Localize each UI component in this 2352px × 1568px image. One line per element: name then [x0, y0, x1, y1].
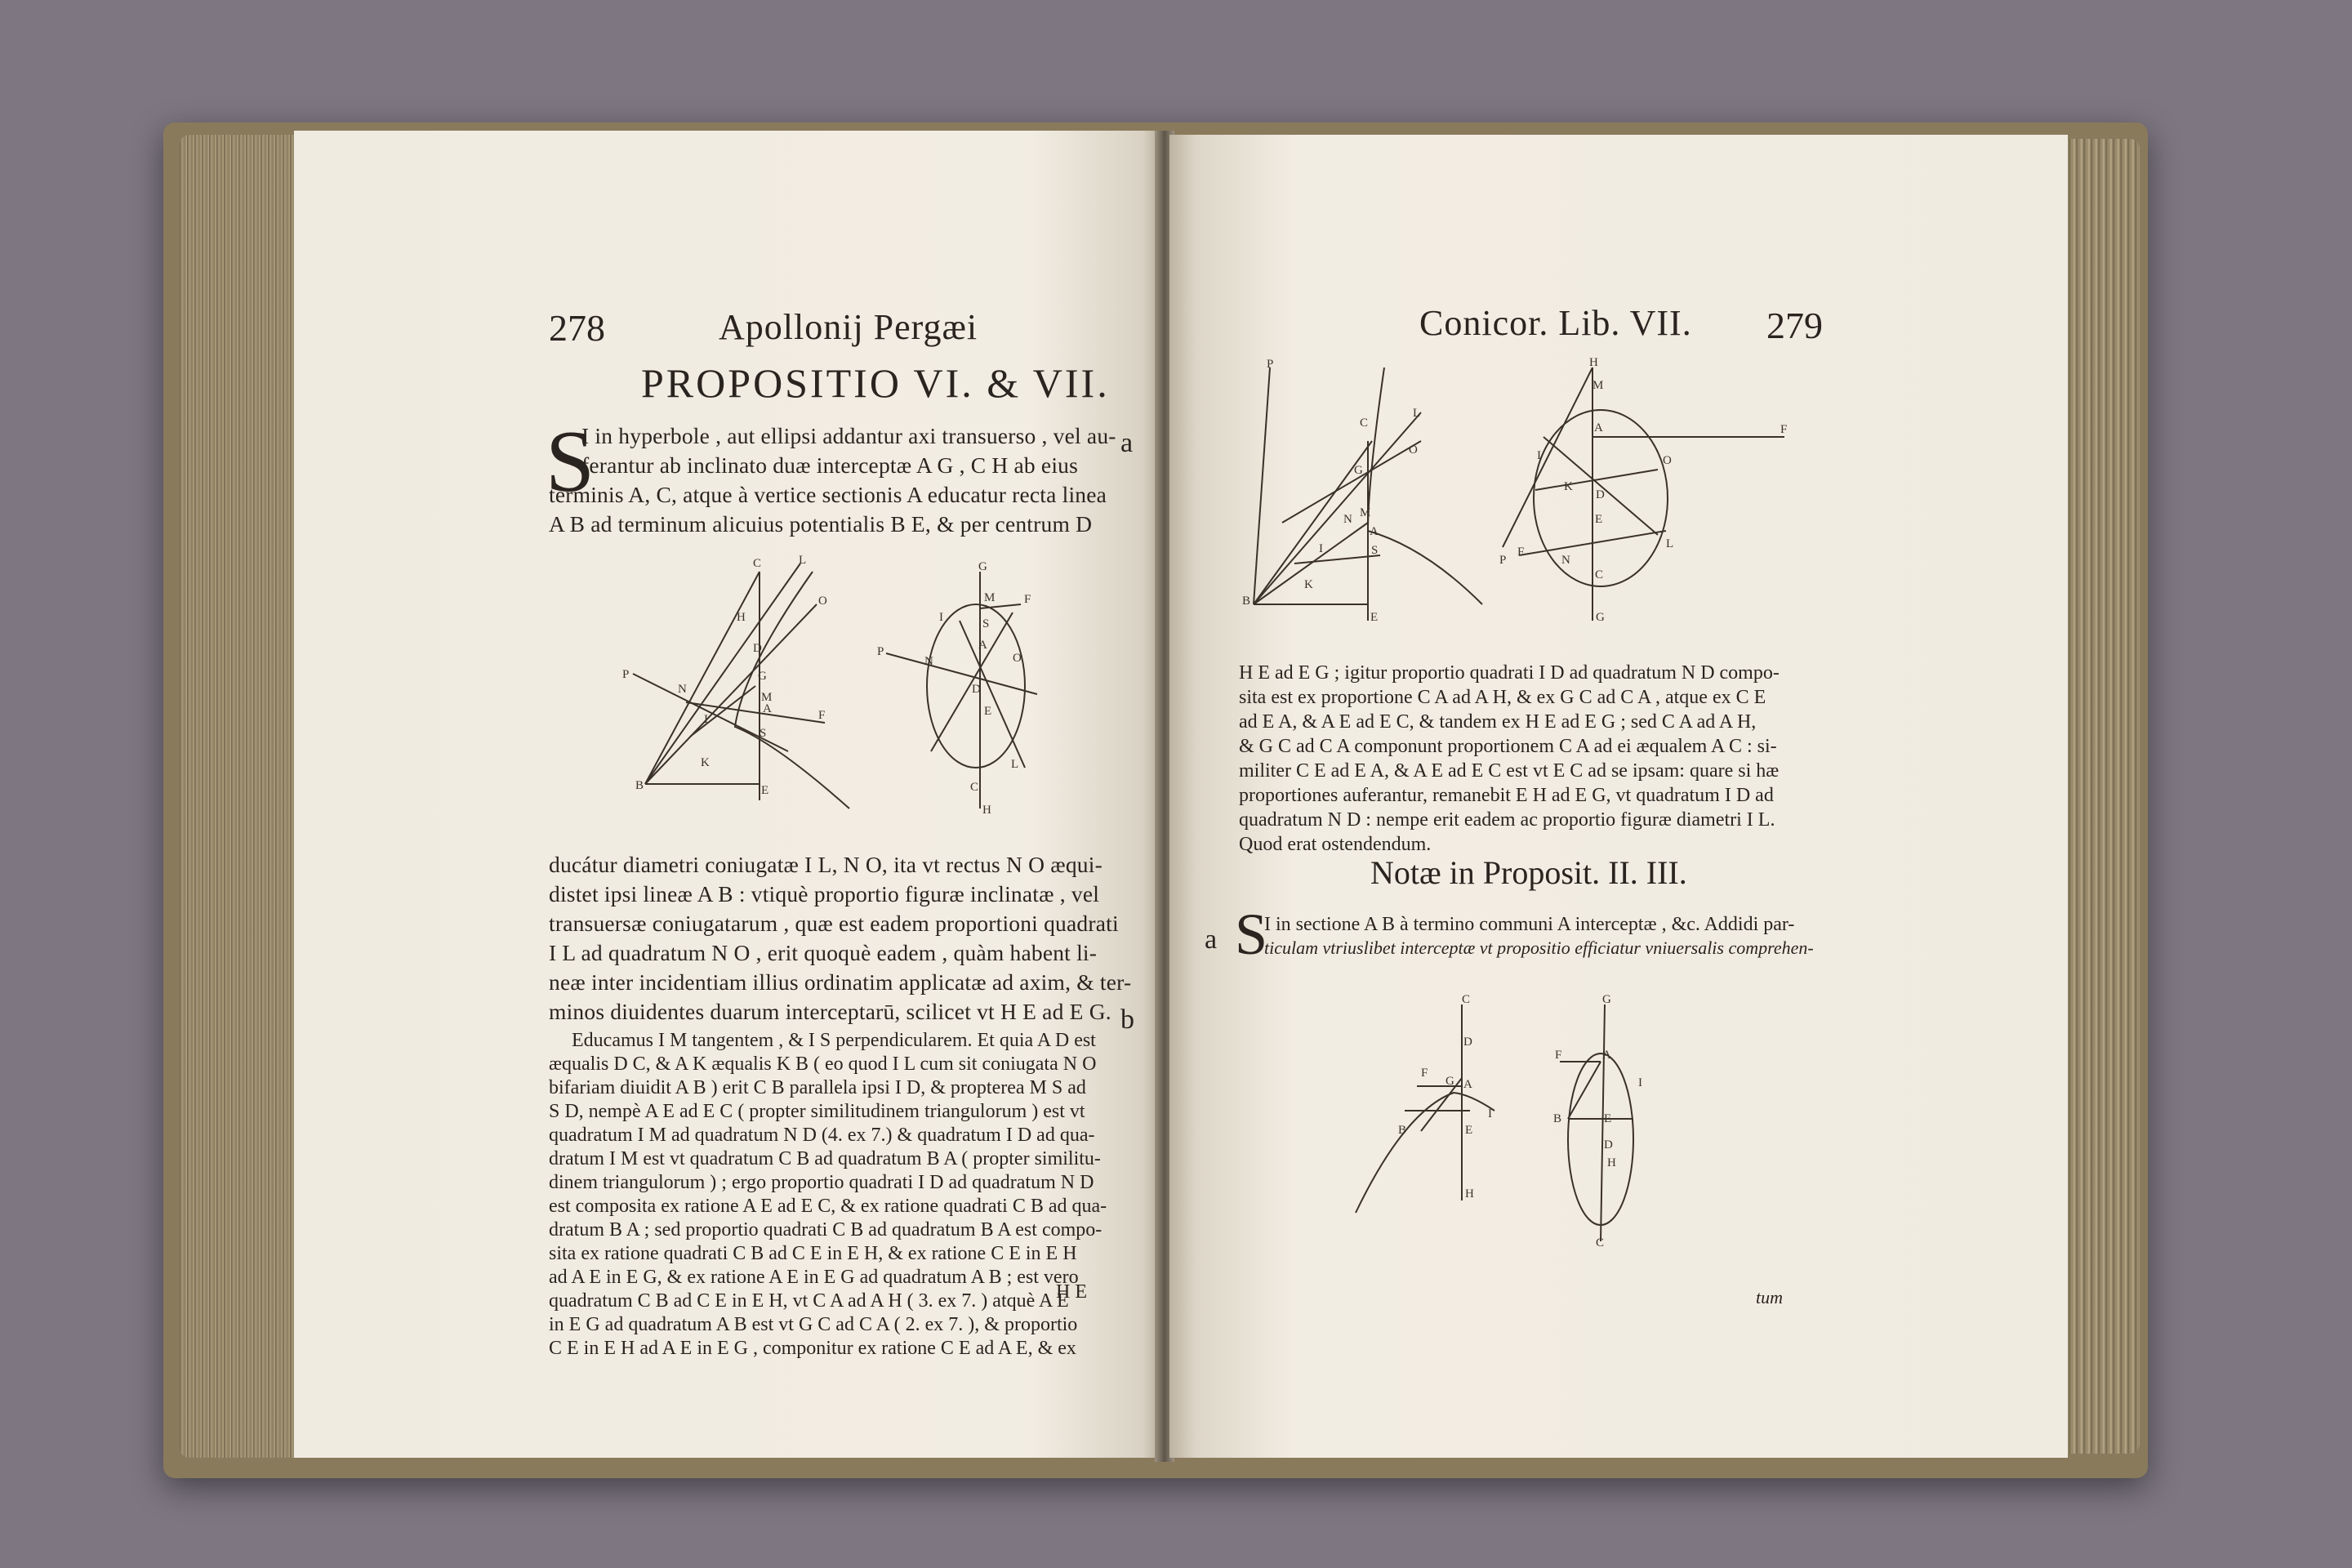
svg-text:P: P: [1499, 554, 1507, 567]
text-line: neæ inter incidentiam illius ordinatim applicatæ ad axim, & ter-: [549, 969, 1132, 995]
svg-text:P: P: [622, 668, 630, 681]
svg-text:E: E: [1370, 611, 1379, 624]
proposition-title: PROPOSITIO VI. & VII.: [641, 360, 1110, 406]
svg-text:M: M: [984, 591, 996, 604]
svg-text:B: B: [1242, 595, 1251, 608]
svg-text:O: O: [1013, 652, 1022, 665]
text-line: quadratum N D : nempe erit eadem ac proportio figuræ diametri I L.: [1239, 809, 1775, 831]
svg-text:I: I: [1638, 1076, 1642, 1089]
right-page-number: 279: [1766, 305, 1823, 346]
text-line: minos diuidentes duarum interceptarū, scilicet vt H E ad E G.: [549, 999, 1111, 1024]
svg-text:H: H: [737, 611, 746, 624]
svg-text:L: L: [1666, 537, 1674, 550]
svg-text:E: E: [984, 705, 992, 718]
svg-text:I: I: [939, 611, 943, 624]
svg-text:C: C: [970, 781, 979, 794]
commentary-line: bifariam diuidit A B ) erit C B parallela ipsi I D, & propterea M S ad: [549, 1077, 1086, 1098]
notae-line: I in sectione A B à termino communi A interceptæ , &c. Addidi par-: [1264, 914, 1795, 935]
figure-notae-hyperbola: [1339, 993, 1519, 1217]
svg-text:D: D: [1463, 1036, 1472, 1049]
svg-text:P: P: [1267, 358, 1274, 371]
svg-text:K: K: [1304, 578, 1313, 591]
svg-text:I: I: [1319, 542, 1323, 555]
text-line: ad E A, & A E ad E C, & tandem ex H E ad E G ; sed C A ad A H,: [1239, 711, 1757, 733]
commentary-line: dratum I M est vt quadratum C B ad quadratum B A ( propter similitu-: [549, 1148, 1101, 1169]
svg-text:C: C: [1595, 568, 1604, 581]
svg-text:F: F: [1555, 1049, 1562, 1062]
svg-text:C: C: [1360, 416, 1369, 430]
svg-text:D: D: [1604, 1138, 1613, 1152]
text-line: H E ad E G ; igitur proportio quadrati I D ad quadratum N D compo-: [1239, 662, 1780, 684]
svg-text:G: G: [1354, 464, 1363, 477]
notae-title: Notæ in Proposit. II. III.: [1370, 854, 1687, 891]
right-margin-note-a: a: [1205, 924, 1218, 955]
left-margin-note-a: a: [1120, 428, 1134, 458]
svg-text:F: F: [1517, 546, 1525, 559]
svg-text:O: O: [1409, 443, 1418, 457]
svg-text:L: L: [1413, 407, 1421, 420]
commentary-line: C E in E H ad A E in E G , componitur ex ratione C E ad A E, & ex: [549, 1338, 1076, 1359]
svg-text:G: G: [1602, 993, 1611, 1006]
svg-text:A: A: [1463, 1078, 1472, 1091]
svg-text:N: N: [1561, 554, 1570, 567]
left-running-head: Apollonij Pergæi: [719, 307, 978, 347]
svg-text:C: C: [1462, 993, 1471, 1006]
svg-text:I: I: [1537, 449, 1541, 462]
text-line: I L ad quadratum N O , erit quoquè eadem , quàm habent li-: [549, 940, 1098, 965]
svg-text:M: M: [761, 691, 773, 704]
svg-text:M: M: [1360, 506, 1371, 519]
svg-text:D: D: [972, 683, 981, 696]
svg-text:O: O: [818, 595, 827, 608]
svg-text:H: H: [1465, 1187, 1474, 1200]
svg-text:E: E: [1595, 513, 1603, 526]
text-line: proportiones auferantur, remanebit E H ad E G, vt quadratum I D ad: [1239, 785, 1774, 806]
svg-text:S: S: [1371, 544, 1379, 557]
svg-text:I: I: [704, 713, 708, 726]
text-line: & G C ad C A componunt proportionem C A ad ei æqualem A C : si-: [1239, 736, 1777, 757]
svg-text:G: G: [1596, 611, 1605, 624]
svg-text:F: F: [818, 709, 826, 722]
svg-text:C: C: [1596, 1236, 1605, 1250]
text-line: Quod erat ostendendum.: [1239, 834, 1432, 855]
figure-ellipse-left: [874, 560, 1062, 817]
svg-text:F: F: [1421, 1067, 1428, 1080]
svg-text:C: C: [753, 557, 762, 570]
svg-text:H: H: [1589, 356, 1598, 369]
text-line: sita est ex proportione C A ad A H, & ex G C ad C A , atque ex C E: [1239, 687, 1766, 708]
svg-text:E: E: [1604, 1112, 1612, 1125]
svg-text:N: N: [1343, 513, 1352, 526]
text-line: transuersæ coniugatarum , quæ est eadem proportioni quadrati: [549, 911, 1119, 936]
commentary-line: dratum B A ; sed proportio quadrati C B ad quadratum B A est compo-: [549, 1219, 1102, 1241]
figure-notae-ellipse: [1535, 993, 1699, 1258]
figure-hyperbola-left: [612, 555, 874, 817]
text-line: ferantur ab inclinato duæ interceptæ A G , C H ab eius: [581, 452, 1079, 478]
svg-text:D: D: [753, 642, 762, 655]
svg-text:L: L: [799, 554, 807, 567]
svg-text:B: B: [1398, 1124, 1407, 1137]
commentary-line: S D, nempè A E ad E C ( propter similitudinem triangulorum ) est vt: [549, 1101, 1085, 1122]
svg-text:N: N: [678, 683, 687, 696]
text-line: I in hyperbole , aut ellipsi addantur axi transuerso , vel au-: [581, 423, 1116, 448]
svg-text:E: E: [1465, 1124, 1473, 1137]
left-page-number: 278: [549, 307, 605, 349]
svg-text:E: E: [761, 784, 769, 797]
right-catchword: tum: [1756, 1287, 1783, 1307]
commentary-line: in E G ad quadratum A B est vt G C ad C A ( 2. ex 7. ), & proportio: [549, 1314, 1078, 1335]
svg-text:F: F: [1024, 593, 1031, 606]
commentary-line: Educamus I M tangentem , & I S perpendicularem. Et quia A D est: [572, 1030, 1096, 1051]
svg-text:K: K: [1564, 480, 1573, 493]
svg-text:L: L: [1011, 758, 1019, 771]
commentary-line: æqualis D C, & A K æqualis K B ( eo quod I L cum sit coniugata N O: [549, 1054, 1097, 1075]
svg-text:A: A: [1594, 421, 1603, 434]
left-margin-note-b: b: [1120, 1004, 1134, 1035]
svg-text:F: F: [1780, 423, 1788, 436]
svg-text:G: G: [1446, 1075, 1454, 1088]
text-line: terminis A, C, atque à vertice sectionis A educatur recta linea: [549, 482, 1107, 507]
svg-text:G: G: [758, 670, 767, 683]
svg-text:S: S: [760, 727, 767, 740]
svg-text:A: A: [1370, 525, 1379, 538]
svg-text:A: A: [1602, 1049, 1611, 1062]
commentary-line: dinem triangulorum ) ; ergo proportio quadrati I D ad quadratum N D: [549, 1172, 1094, 1193]
left-catchword: H E: [1056, 1281, 1087, 1303]
svg-text:N: N: [924, 655, 933, 668]
svg-text:B: B: [1553, 1112, 1562, 1125]
svg-text:H: H: [982, 804, 991, 817]
notae-line: ticulam vtriuslibet interceptæ vt propositio efficiatur vniuersalis comprehen-: [1264, 938, 1814, 958]
commentary-line: sita ex ratione quadrati C B ad C E in E H, & ex ratione C E in E H: [549, 1243, 1077, 1264]
svg-text:S: S: [982, 617, 990, 630]
text-line: ducátur diametri coniugatæ I L, N O, ita vt rectus N O æqui-: [549, 852, 1102, 877]
commentary-line: ad A E in E G, & ex ratione A E in E G ad quadratum A B ; est vero: [549, 1267, 1079, 1288]
svg-text:G: G: [978, 560, 987, 573]
svg-text:O: O: [1663, 454, 1672, 467]
svg-text:P: P: [877, 645, 884, 658]
svg-text:D: D: [1596, 488, 1605, 501]
svg-text:H: H: [1607, 1156, 1616, 1169]
commentary-line: quadratum C B ad C E in E H, vt C A ad A H ( 3. ex 7. ) atquè A E: [549, 1290, 1069, 1312]
svg-text:M: M: [1592, 379, 1604, 392]
svg-text:I: I: [1488, 1107, 1492, 1120]
commentary-line: est composita ex ratione A E ad E C, & ex ratione quadrati C B ad qua-: [549, 1196, 1107, 1217]
text-line: A B ad terminum alicuius potentialis B E, & per centrum D: [549, 511, 1093, 537]
commentary-line: quadratum I M ad quadratum N D (4. ex 7.) & quadratum I D ad qua-: [549, 1125, 1095, 1146]
right-running-head: Conicor. Lib. VII.: [1419, 303, 1692, 343]
svg-text:A: A: [978, 639, 987, 652]
svg-text:A: A: [763, 702, 772, 715]
left-drop-cap: S: [546, 413, 595, 510]
svg-text:B: B: [635, 779, 644, 792]
text-line: militer C E ad E A, & A E ad E C est vt E C ad se ipsam: quare si hæ: [1239, 760, 1780, 782]
figure-ellipse-right: [1470, 356, 1797, 629]
right-drop-cap: S: [1235, 902, 1268, 967]
text-line: distet ipsi lineæ A B : vtiquè proportio figuræ inclinatæ , vel: [549, 881, 1100, 906]
svg-text:K: K: [701, 756, 710, 769]
page-edges-left: [180, 135, 302, 1458]
